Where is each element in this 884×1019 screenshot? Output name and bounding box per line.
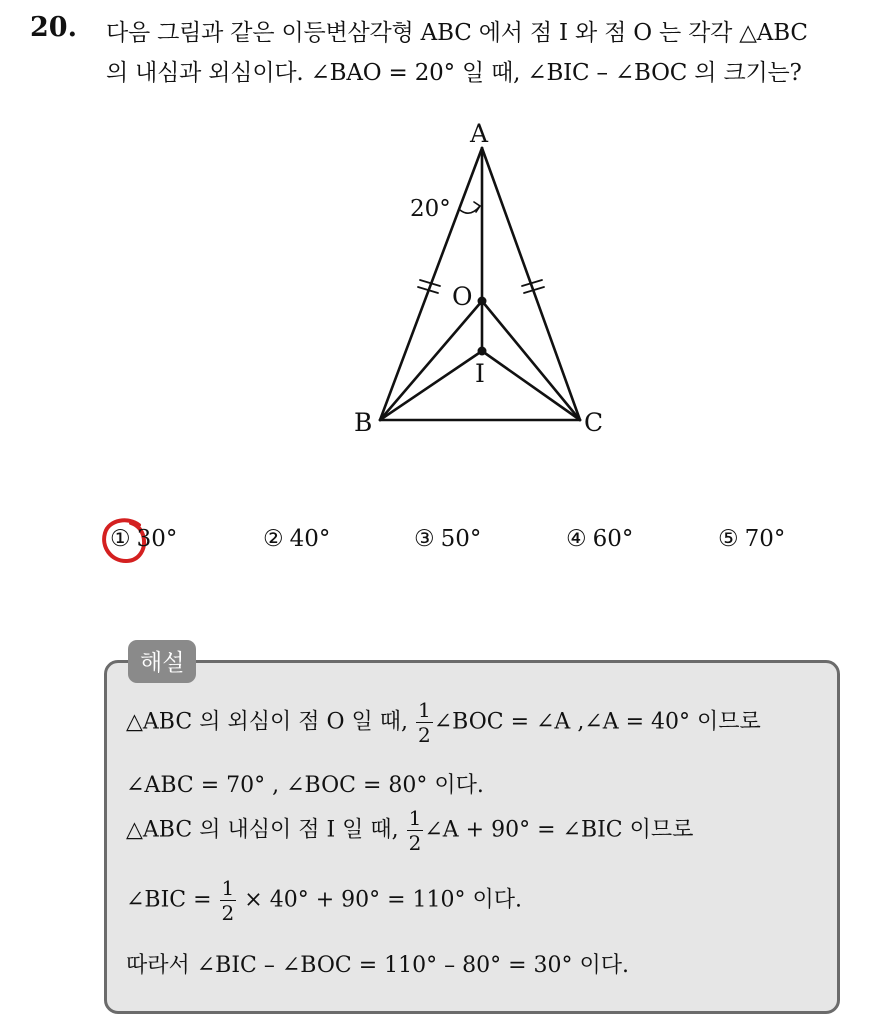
choice-2[interactable] bbox=[263, 526, 330, 552]
point-i bbox=[478, 347, 487, 356]
fraction-numerator: 1 bbox=[221, 876, 235, 900]
solution-line-2: ∠ABC = 70° , ∠BOC = 80° 이다. bbox=[126, 773, 484, 798]
label-b: B bbox=[354, 408, 373, 437]
triangle-figure bbox=[330, 110, 630, 450]
solution-line-1-post: ∠BOC = ∠A ,∠A = 40° 이므로 bbox=[433, 709, 761, 735]
label-c: C bbox=[584, 408, 604, 437]
solution-line-1-pre: △ABC 의 외심이 점 O 일 때, bbox=[126, 709, 415, 735]
fraction-half bbox=[416, 700, 433, 745]
choice-5-value: 70° bbox=[744, 526, 786, 552]
choice-4-number: ④ bbox=[566, 526, 587, 552]
fraction-denominator: 2 bbox=[417, 723, 431, 747]
choice-4[interactable] bbox=[566, 526, 633, 552]
choice-2-value: 40° bbox=[289, 526, 331, 552]
question-text-line-1: 다음 그림과 같은 이등변삼각형 ABC 에서 점 I 와 점 O 는 각각 △ABC bbox=[106, 20, 808, 46]
label-a: A bbox=[470, 119, 489, 148]
solution-line-5: 따라서 ∠BIC – ∠BOC = 110° – 80° = 30° 이다. bbox=[126, 953, 630, 978]
choice-1-value: 30° bbox=[136, 526, 178, 552]
label-i: I bbox=[475, 359, 485, 388]
fraction-denominator: 2 bbox=[221, 901, 235, 925]
question-text-line-2: 의 내심과 외심이다. ∠BAO = 20° 일 때, ∠BIC – ∠BOC 의 크기는? bbox=[106, 60, 802, 86]
solution-line-3-post: ∠A + 90° = ∠BIC 이므로 bbox=[424, 817, 694, 843]
choice-1[interactable] bbox=[110, 526, 177, 552]
solution-tag: 해설 bbox=[128, 640, 196, 683]
choice-5-number: ⑤ bbox=[718, 526, 739, 552]
choice-3[interactable] bbox=[414, 526, 481, 552]
choice-2-number: ② bbox=[263, 526, 284, 552]
fraction-numerator: 1 bbox=[417, 698, 431, 722]
solution-line-4-pre: ∠BIC = bbox=[126, 887, 219, 913]
fraction-numerator: 1 bbox=[408, 806, 422, 830]
choice-4-value: 60° bbox=[592, 526, 634, 552]
choice-3-number: ③ bbox=[414, 526, 435, 552]
solution-line-1 bbox=[126, 700, 761, 745]
label-angle: 20° bbox=[410, 196, 451, 222]
solution-line-3 bbox=[126, 808, 693, 853]
fraction-half bbox=[407, 808, 424, 853]
question-number: 20. bbox=[30, 12, 77, 43]
fraction-denominator: 2 bbox=[408, 831, 422, 855]
label-o: O bbox=[452, 282, 473, 311]
solution-line-3-pre: △ABC 의 내심이 점 I 일 때, bbox=[126, 817, 406, 843]
fraction-half bbox=[220, 878, 237, 923]
choice-1-number: ① bbox=[110, 526, 131, 552]
choice-5[interactable] bbox=[718, 526, 785, 552]
solution-line-4-post: × 40° + 90° = 110° 이다. bbox=[237, 887, 523, 913]
solution-line-4 bbox=[126, 878, 522, 923]
choice-3-value: 50° bbox=[440, 526, 482, 552]
point-o bbox=[478, 297, 487, 306]
